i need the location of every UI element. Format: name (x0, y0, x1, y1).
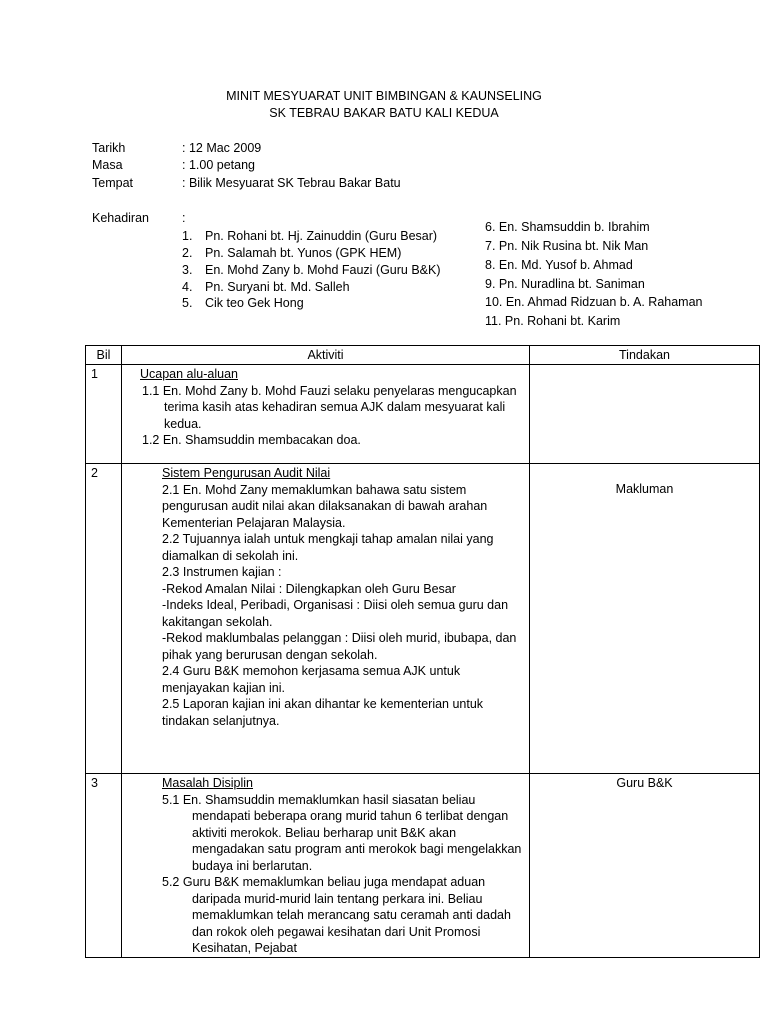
activity-item: 2.3 Instrumen kajian : (162, 565, 282, 579)
row-activity (122, 365, 530, 464)
attendee-number: 5. (182, 296, 193, 310)
row-action: Makluman (530, 464, 760, 774)
row-activity (122, 464, 530, 774)
attendee: 11. Pn. Rohani bt. Karim (485, 314, 621, 328)
attendee-number: 2. (182, 246, 193, 260)
table-header-row (86, 346, 760, 365)
section-title: Masalah Disiplin (162, 776, 254, 790)
activity-item: 2.1 En. Mohd Zany memaklumkan bahawa satu sistem pengurusan audit nilai akan dilaksanakan di bawah arahan Kementerian Pelajaran Malaysia. (162, 482, 488, 530)
attendee-number: 4. (182, 280, 193, 294)
section-title: Sistem Pengurusan Audit Nilai (162, 466, 331, 480)
minutes-table (85, 345, 760, 958)
activity-item: 2.5 Laporan kajian ini akan dihantar ke kementerian untuk tindakan selanjutnya. (162, 697, 484, 728)
tarikh-label: Tarikh (92, 141, 126, 155)
activity-item: 5.2 Guru B&K memaklumkan beliau juga mendapat aduan daripada murid-murid lain tentang perkara ini. Beliau memaklumkan telah merancang satu ceramah anti dadah dan rokok oleh pegawai kesihatan dari Unit Promosi Kesihatan, Pejabat (162, 875, 511, 955)
attendee: 7. Pn. Nik Rusina bt. Nik Man (485, 239, 649, 253)
row-number: 1 (86, 365, 122, 464)
row-number: 3 (86, 774, 122, 958)
row-activity (122, 774, 530, 958)
tempat-value: : Bilik Mesyuarat SK Tebrau Bakar Batu (182, 176, 401, 190)
kehadiran-colon: : (182, 211, 186, 225)
attendee: 9. Pn. Nuradlina bt. Saniman (485, 277, 645, 291)
attendee: 8. En. Md. Yusof b. Ahmad (485, 258, 633, 272)
attendee-name: Cik teo Gek Hong (205, 296, 304, 310)
row-action: Guru B&K (530, 774, 760, 958)
tempat-label: Tempat (92, 176, 133, 190)
masa-label: Masa (92, 158, 123, 172)
row-action (530, 365, 760, 464)
document-subtitle: SK TEBRAU BAKAR BATU KALI KEDUA (269, 106, 499, 120)
activity-item: 2.4 Guru B&K memohon kerjasama semua AJK untuk menjayakan kajian ini. (162, 664, 461, 695)
header-aktiviti: Aktiviti (122, 346, 530, 365)
activity-item: -Rekod Amalan Nilai : Dilengkapkan oleh Guru Besar (162, 581, 456, 596)
activity-item: 1.1 En. Mohd Zany b. Mohd Fauzi selaku penyelaras mengucapkan terima kasih atas kehadiran semua AJK dalam mesyuarat kali kedua. (142, 383, 517, 431)
table-row (86, 365, 760, 464)
document-title: MINIT MESYUARAT UNIT BIMBINGAN & KAUNSELING (226, 89, 542, 103)
masa-value: : 1.00 petang (182, 158, 255, 172)
attendee-name: Pn. Rohani bt. Hj. Zainuddin (Guru Besar) (205, 229, 438, 243)
activity-item: -Indeks Ideal, Peribadi, Organisasi : Diisi oleh semua guru dan kakitangan sekolah. (162, 598, 509, 629)
attendee: 10. En. Ahmad Ridzuan b. A. Rahaman (485, 295, 703, 309)
attendee: 6. En. Shamsuddin b. Ibrahim (485, 220, 650, 234)
attendee-name: Pn. Salamah bt. Yunos (GPK HEM) (205, 246, 402, 260)
row-number: 2 (86, 464, 122, 774)
attendee-name: En. Mohd Zany b. Mohd Fauzi (Guru B&K) (205, 263, 441, 277)
table-row (86, 774, 760, 958)
section-title: Ucapan alu-aluan (140, 367, 238, 381)
table-row (86, 464, 760, 774)
header-bil: Bil (86, 346, 122, 365)
attendee-number: 1. (182, 229, 193, 243)
kehadiran-label: Kehadiran (92, 211, 149, 225)
header-tindakan: Tindakan (530, 346, 760, 365)
activity-item: -Rekod maklumbalas pelanggan : Diisi oleh murid, ibubapa, dan pihak yang berurusan dengan sekolah. (162, 631, 517, 662)
activity-item: 5.1 En. Shamsuddin memaklumkan hasil siasatan beliau mendapati beberapa orang murid tahun 6 terlibat dengan aktiviti merokok. Beliau berharap unit B&K akan mengadakan satu program anti merokok bagi mengelakkan budaya ini berlarutan. (162, 792, 522, 873)
tarikh-value: : 12 Mac 2009 (182, 141, 262, 155)
activity-item: 1.2 En. Shamsuddin membacakan doa. (142, 433, 361, 447)
attendee-number: 3. (182, 263, 193, 277)
activity-item: 2.2 Tujuannya ialah untuk mengkaji tahap amalan nilai yang diamalkan di sekolah ini. (162, 532, 494, 563)
attendee-name: Pn. Suryani bt. Md. Salleh (205, 280, 350, 294)
